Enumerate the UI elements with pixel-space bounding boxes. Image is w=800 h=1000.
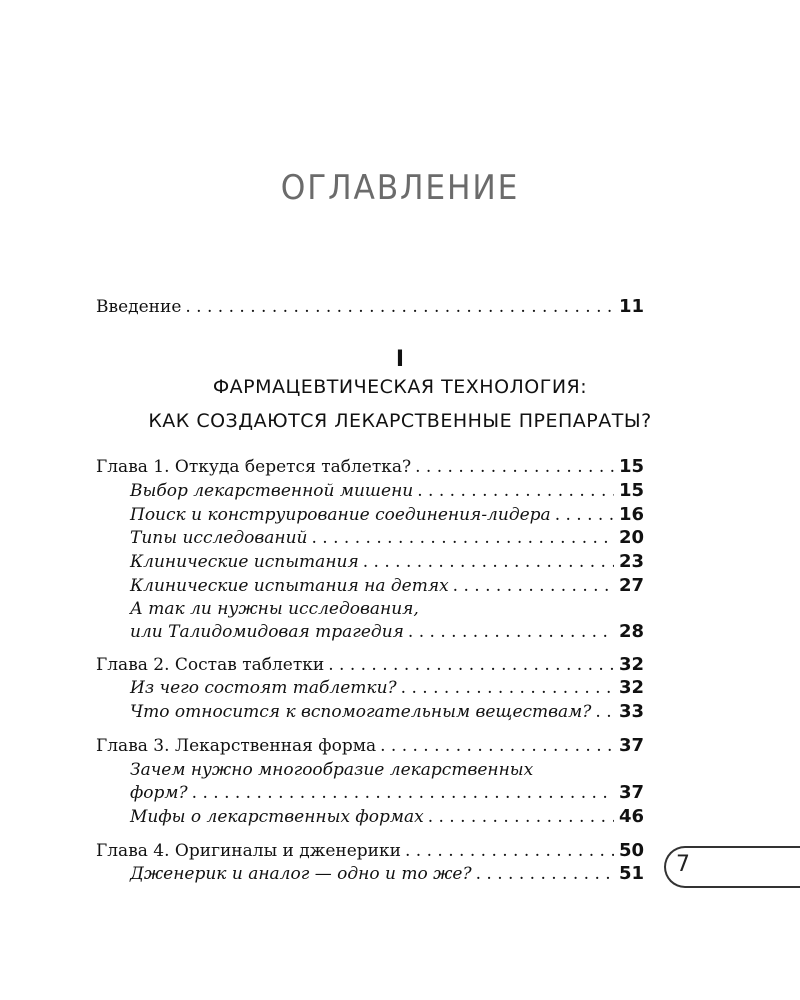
toc-section-label: Из чего состоят таблетки? (130, 678, 397, 698)
dot-leader (449, 575, 614, 597)
dot-leader (424, 806, 614, 828)
dot-leader (472, 863, 614, 885)
toc-page-number: 16 (618, 504, 644, 525)
toc-page-number: 32 (618, 654, 644, 675)
toc-page-number: 28 (618, 621, 644, 642)
toc-section-label: Дженерик и аналог — одно и то же? (130, 864, 472, 884)
toc-page-number: 32 (618, 677, 644, 698)
toc-section[interactable] (130, 863, 644, 885)
toc-chapter-label: Глава 4. Оригиналы и дженерики (96, 841, 401, 861)
toc-section-label-line1: Зачем нужно многообразие лекарственных (130, 760, 534, 780)
toc-page-number: 27 (618, 575, 644, 596)
dot-leader (397, 677, 614, 699)
toc-section[interactable] (130, 782, 644, 804)
toc-section[interactable] (130, 551, 644, 573)
toc-page-number: 20 (618, 527, 644, 548)
toc-chapter-3[interactable] (96, 735, 644, 757)
part-title-line2: КАК СОЗДАЮТСЯ ЛЕКАРСТВЕННЫЕ ПРЕПАРАТЫ? (148, 410, 652, 432)
toc-section-label: Клинические испытания (130, 552, 359, 572)
dot-leader (591, 701, 614, 723)
toc-chapter-label: Глава 1. Откуда берется таблетка? (96, 457, 412, 477)
dot-leader (324, 654, 614, 676)
dot-leader (188, 782, 614, 804)
toc-page-number: 15 (618, 480, 644, 501)
page-number: 7 (676, 852, 690, 877)
toc-section-label: Что относится к вспомогательным веществам? (130, 702, 592, 722)
toc-page-number: 15 (618, 456, 644, 477)
toc-section[interactable] (130, 480, 644, 502)
toc-page-number: 46 (618, 806, 644, 827)
toc-section-label: Клинические испытания на детях (130, 576, 449, 596)
dot-leader (376, 735, 614, 757)
toc-section[interactable] (130, 621, 644, 643)
dot-leader (413, 480, 614, 502)
toc-section-label-line1: А так ли нужны исследования, (130, 599, 419, 619)
toc-page-number: 33 (618, 701, 644, 722)
dot-leader (359, 551, 614, 573)
toc-entry-label: Введение (96, 297, 182, 317)
toc-page-number: 51 (618, 863, 644, 884)
dot-leader (401, 840, 614, 862)
toc-section[interactable] (130, 575, 644, 597)
toc-section-label: Типы исследований (130, 528, 308, 548)
toc-section-label: Поиск и конструирование соединения-лидера (130, 505, 551, 525)
toc-chapter-4[interactable] (96, 840, 644, 862)
toc-page-number: 37 (618, 735, 644, 756)
toc-entry-intro[interactable] (96, 296, 644, 318)
part-number: I (395, 347, 405, 372)
part-title-line1: ФАРМАЦЕВТИЧЕСКАЯ ТЕХНОЛОГИЯ: (212, 376, 588, 398)
toc-section[interactable] (130, 677, 644, 699)
dot-leader (181, 296, 614, 318)
toc-chapter-label: Глава 2. Состав таблетки (96, 655, 325, 675)
toc-section-label: Мифы о лекарственных формах (130, 807, 424, 827)
toc-page-number: 23 (618, 551, 644, 572)
toc-page-number: 37 (618, 782, 644, 803)
dot-leader (404, 621, 614, 643)
toc-section[interactable] (130, 504, 644, 526)
dot-leader (551, 504, 614, 526)
toc-section[interactable] (130, 806, 644, 828)
toc-chapter-2[interactable] (96, 654, 644, 676)
dot-leader (411, 456, 614, 478)
toc-page-number: 11 (618, 296, 644, 317)
toc-chapter-1[interactable] (96, 456, 644, 478)
toc-section-label: или Талидомидовая трагедия (130, 622, 404, 642)
toc-section-label: Выбор лекарственной мишени (130, 481, 414, 501)
toc-section[interactable] (130, 701, 644, 723)
toc-chapter-label: Глава 3. Лекарственная форма (96, 736, 377, 756)
toc-section-label: форм? (130, 783, 188, 803)
dot-leader (308, 527, 615, 549)
toc-page-number: 50 (618, 840, 644, 861)
toc-section[interactable] (130, 527, 644, 549)
page-title: ОГЛАВЛЕНИЕ (280, 168, 520, 208)
